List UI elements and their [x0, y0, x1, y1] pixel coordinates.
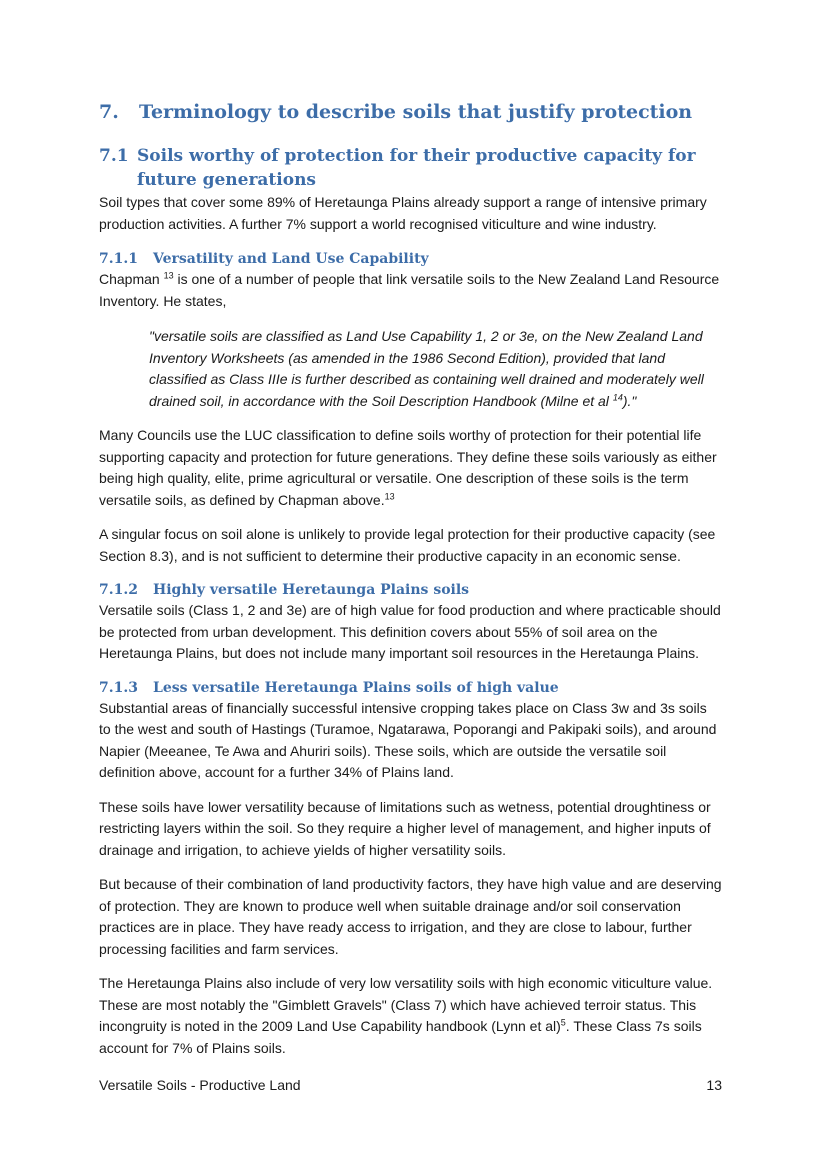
text-run: is one of a number of people that link versatile soils to the New Zealand Land Resource Inventory. He states,	[99, 271, 720, 309]
footnote-ref: 14	[612, 391, 623, 402]
chapter-heading	[99, 98, 722, 126]
footer-title: Versatile Soils - Productive Land	[99, 1077, 301, 1093]
footnote-ref: 5	[560, 1017, 566, 1028]
footnote-ref: 13	[384, 490, 395, 501]
block-quote	[149, 326, 722, 412]
paragraph: These soils have lower versatility because of limitations such as wetness, potential droughtiness or restricting layers within the soil. So they require a higher level of management, and higher inputs of drainage and irrigation, to achieve yields of higher versatility soils.	[99, 798, 711, 858]
paragraph	[99, 269, 722, 312]
text-run: )."	[622, 392, 637, 409]
paragraph	[99, 425, 722, 511]
section-title: Soils worthy of protection for their productive capacity for future generations	[137, 146, 696, 190]
subsection-heading-711	[99, 249, 722, 269]
subsection-title: Less versatile Heretaunga Plains soils of high value	[153, 679, 559, 696]
section-heading	[99, 144, 722, 192]
paragraph: But because of their combination of land productivity factors, they have high value and are deserving of protection. They are known to produce well when suitable drainage and/or soil conservation practices are in place. They have ready access to irrigation, and they are close to labour, further processing facilities and farm services.	[99, 876, 722, 957]
section-intro-paragraph: Soil types that cover some 89% of Heretaunga Plains already support a range of intensive primary production activities. A further 7% support a world recognised viticulture and wine industry.	[99, 194, 707, 232]
section-number: 7.1	[99, 146, 129, 166]
subsection-heading-713	[99, 678, 722, 698]
document-body	[99, 98, 722, 1072]
text-run: "versatile soils are classified as Land Use Capability 1, 2 or 3e, on the New Zealand Land Inventory Worksheets (as amended in the 1986 Second Edition), provided that land classified as Class IIIe is further described as containing well drained and moderately well drained soil, in accordance with the Soil Description Handbook (Milne et al	[149, 328, 704, 409]
paragraph: A singular focus on soil alone is unlikely to provide legal protection for their productive capacity (see Section 8.3), and is not sufficient to determine their productive capacity in an economic sense.	[99, 526, 716, 564]
subsection-heading-712	[99, 580, 722, 600]
footnote-ref: 13	[163, 270, 174, 281]
paragraph: Versatile soils (Class 1, 2 and 3e) are of high value for food production and where practicable should be protected from urban development. This definition covers about 55% of soil area on the Heretaunga Plains, but does not include many important soil resources in the Heretaunga Plains.	[99, 602, 721, 661]
chapter-title: Terminology to describe soils that justify protection	[139, 101, 693, 123]
text-run: . These Class 7s soils account for 7% of Plains soils.	[99, 1018, 702, 1056]
text-run: Chapman	[99, 271, 164, 287]
page-footer	[99, 1077, 722, 1093]
paragraph: Substantial areas of financially successful intensive cropping takes place on Class 3w and 3s soils to the west and south of Hastings (Turamoe, Ngatarawa, Poporangi and Pakipaki soils), and around Napier (Meeanee, Te Awa and Ahuriri soils). These soils, which are outside the versatile soil definition above, account for a further 34% of Plains land.	[99, 699, 717, 780]
subsection-number: 7.1.2	[99, 582, 138, 598]
chapter-number: 7.	[99, 101, 119, 123]
text-run: The Heretaunga Plains also include of very low versatility soils with high economic viticulture value. These are most notably the "Gimblett Gravels" (Class 7) which have achieved terroir status. This incongruity is noted in the 2009 Land Use Capability handbook (Lynn et al)	[99, 975, 713, 1034]
text-run: Many Councils use the LUC classification to define soils worthy of protection for their potential life supporting capacity and protection for future generations. They define these soils variously as either being high quality, elite, prime agricultural or versatile. One description of these soils is the term versatile soils, as defined by Chapman above.	[99, 427, 717, 508]
paragraph	[99, 973, 722, 1059]
page-number: 13	[706, 1077, 722, 1093]
subsection-title: Highly versatile Heretaunga Plains soils	[153, 582, 470, 598]
subsection-number: 7.1.1	[99, 251, 138, 267]
subsection-title: Versatility and Land Use Capability	[153, 251, 429, 267]
subsection-number: 7.1.3	[99, 679, 138, 696]
